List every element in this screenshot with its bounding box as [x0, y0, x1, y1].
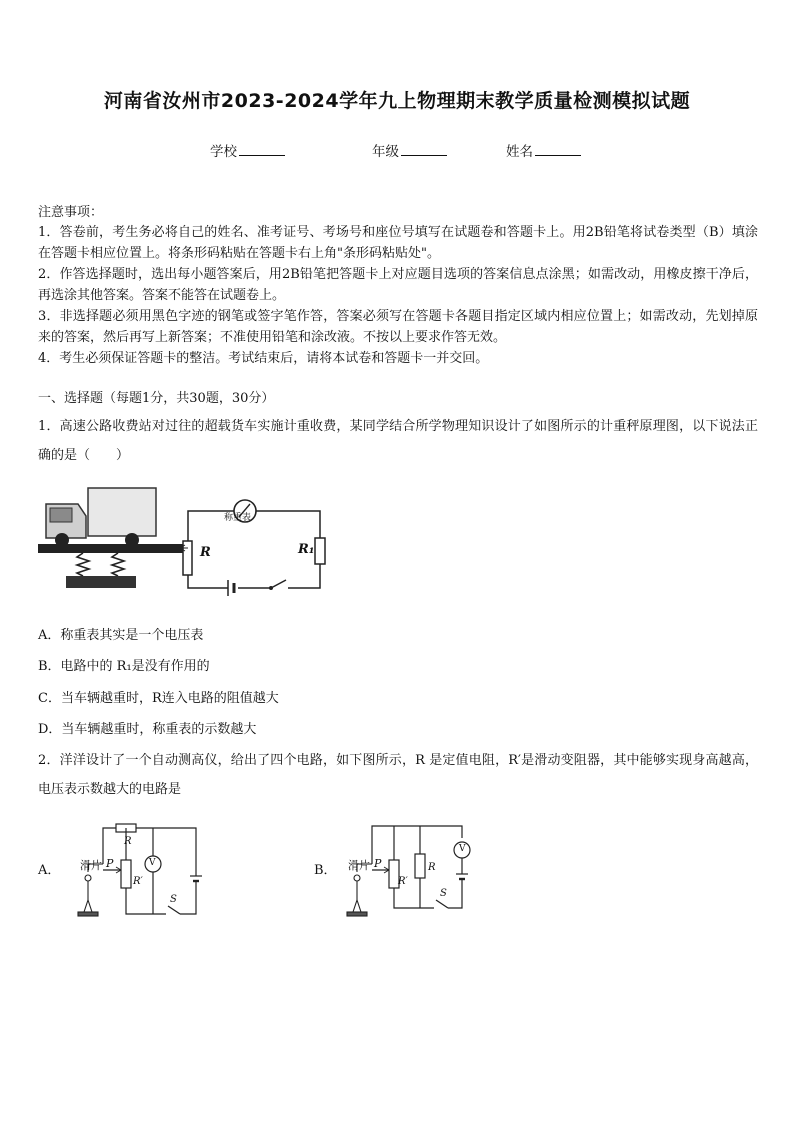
switch-label: S	[170, 894, 177, 905]
weighing-circuit-figure	[38, 486, 338, 602]
name-label: 姓名	[506, 144, 533, 160]
note-item: 2．作答选择题时，选出每小题答案后，用2B铅笔把答题卡上对应题目选项的答案信息点涂黑；如需改动，用橡皮擦干净后，再选涂其他答案。答案不能答在试题卷上。	[38, 267, 758, 303]
section-heading: 一、选择题（每题1分，共30题，30分）	[38, 391, 275, 406]
scale-base	[66, 576, 136, 588]
exam-title: 河南省汝州市2023-2024学年九上物理期末教学质量检测模拟试题	[103, 90, 691, 112]
truck-icon	[46, 488, 156, 547]
school-field[interactable]	[210, 140, 285, 160]
question-2-stem: 2．洋洋设计了一个自动测高仪，给出了四个电路，如下图所示，R 是定值电阻，R′是滑动变阻器，其中能够实现身高越高，电压表示数越大的电路是	[38, 753, 758, 797]
school-blank[interactable]	[239, 142, 285, 156]
name-field[interactable]	[506, 140, 581, 160]
rheostat-r	[183, 541, 192, 575]
note-item: 3．非选择题必须用黑色字迹的钢笔或签字笔作答，答案必须写在答题卡各题目指定区域内相应位置上；如需改动，先划掉原来的答案，然后再写上新答案；不准使用铅笔和涂改液。不按以上要求作答无效。	[38, 309, 758, 345]
voltmeter-label: V	[149, 858, 156, 868]
rheostat-icon	[121, 860, 131, 888]
switch-icon	[168, 906, 180, 914]
q1-option-c[interactable]: C．当车辆越重时，R连入电路的阻值越大	[38, 691, 279, 706]
slider-p-label: P	[374, 857, 382, 870]
name-blank[interactable]	[535, 142, 581, 156]
grade-blank[interactable]	[401, 142, 447, 156]
q2-choice-b-letter[interactable]: B．	[314, 863, 337, 878]
note-item: 4．考生必须保证答题卡的整洁。考试结束后，请将本试卷和答题卡一并交回。	[38, 351, 489, 366]
question-1-stem: 1．高速公路收费站对过往的超载货车实施计重收费，某同学结合所学物理知识设计了如图所示的计重秤原理图，以下说法正确的是（ ）	[38, 419, 758, 463]
note-item: 1．答卷前，考生务必将自己的姓名、准考证号、考场号和座位号填写在试题卷和答题卡上。用2B铅笔将试卷类型（B）填涂在答题卡相应位置上。将条形码粘贴在答题卡右上角"条形码粘贴处"。	[38, 225, 758, 261]
resistor-r-icon	[415, 854, 425, 878]
rheostat-label: R′	[398, 876, 408, 887]
rheostat-label: R′	[133, 876, 143, 887]
resistor-r-label: R	[200, 545, 211, 560]
notes-list	[38, 222, 758, 369]
slider-p-label: P	[106, 857, 114, 870]
q1-option-a[interactable]: A．称重表其实是一个电压表	[38, 628, 204, 643]
notes-heading: 注意事项：	[38, 205, 104, 220]
spring-icon	[77, 553, 124, 576]
voltmeter-label: V	[459, 844, 466, 854]
scale-platform	[38, 544, 188, 553]
resistor-r-label: R	[428, 862, 436, 873]
school-label: 学校	[210, 144, 237, 160]
switch-icon	[436, 900, 448, 908]
slider-label: 滑片	[348, 859, 370, 872]
q1-option-b[interactable]: B．电路中的 R₁是没有作用的	[38, 659, 210, 674]
resistor-r1	[315, 538, 325, 564]
meter-label: 称重表	[224, 513, 252, 523]
grade-label: 年级	[372, 144, 399, 160]
switch-label: S	[440, 888, 447, 899]
slider-label: 滑片	[80, 859, 102, 872]
q1-option-d[interactable]: D．当车辆越重时，称重表的示数越大	[38, 722, 257, 737]
q2-choice-a-letter[interactable]: A．	[38, 863, 61, 878]
grade-field[interactable]	[372, 140, 447, 160]
resistor-r1-label: R₁	[298, 542, 315, 557]
resistor-r-label: R	[124, 836, 132, 847]
